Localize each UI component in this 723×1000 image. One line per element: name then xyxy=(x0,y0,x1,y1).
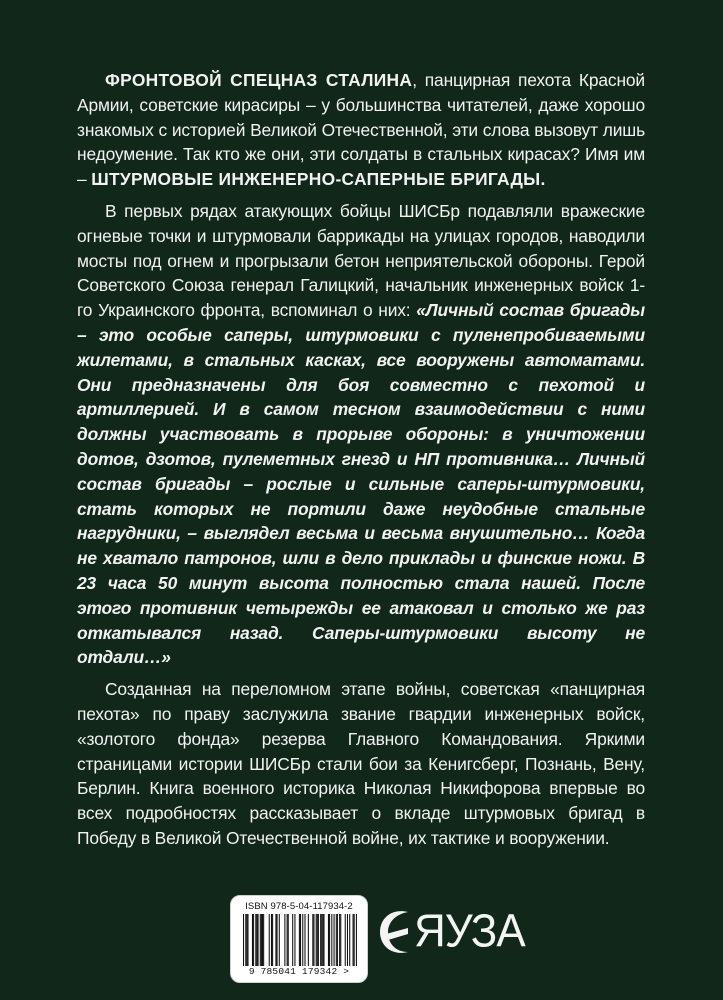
paragraph-three: Созданная на переломном этапе войны, советская «панцирная пехота» по праву заслужила звание гвардии инженерных войск, «золотого фонда» резерва Главного Командования. Яркими страницами истории ШИСБр стали бои за Кенигсберг, Познань, Вену, Берлин. Книга военного историка Николая Никифорова впервые во всех подробностях рассказывает о вкладе штурмовых бригад в Победу в Великой Отечественной войне, их тактике и вооружении. xyxy=(77,679,645,848)
paragraph-two xyxy=(77,199,645,670)
publisher-name: ЯУЗА xyxy=(414,905,525,958)
paragraph-two-text: В первых рядах атакующих бойцы ШИСБр подавляли вражеские огневые точки и штурмовали баррикады на улицах городов, наводили мосты под огнем и прогрызали бетон неприятельской обороны. Герой Советского Союза генерал Галицкий, начальник инженерных войск 1-го Украинского фронта, вспоминал о них: xyxy=(77,200,645,321)
isbn-text: ISBN 978-5-04-117934-2 xyxy=(245,901,353,912)
intro-answer: ШТУРМОВЫЕ ИНЖЕНЕРНО-САПЕРНЫЕ БРИГАДЫ. xyxy=(91,169,546,190)
publisher-logo-icon xyxy=(378,904,418,968)
galitsky-quote: «Личный состав бригады – это особые саперы, штурмовики с пуленепробиваемыми жилетами, в стальных касках, все вооружены автоматами. Они предназначены для боя совместно с пехотой и артиллерией. И в самом тесном взаимодействии с ними должны участвовать в прорыве обороны: в уничтожении дотов, дзотов, пулеметных гнезд и НП противника… Личный состав бригады – рослые и сильные саперы-штурмовики, стать которых не портили даже неудобные стальные нагрудники, – выглядел весьма и весьма внушительно… Когда не хватало патронов, шли в дело приклады и финские ножи. В 23 часа 50 минут высота полностью стала нашей. После этого противник четырежды ее атаковал и столько же раз откатывался назад. Саперы-штурмовики высоту не отдали…» xyxy=(77,300,645,668)
intro-text: , панцирная пехота Красной Армии, советские кирасиры – у большинства читателей, даже хорошо знакомых с историей Великой Отечественной, эти слова вызовут лишь недоумение. Так кто же они, эти солдаты в стальных кирасах? Имя им – xyxy=(77,70,645,190)
intro-paragraph xyxy=(77,68,645,192)
barcode-label xyxy=(230,895,368,983)
blurb-text xyxy=(77,68,645,851)
publisher-logo xyxy=(378,898,525,968)
intro-heading: ФРОНТОВОЙ СПЕЦНАЗ СТАЛИНА xyxy=(105,70,413,90)
barcode-digits: 9 785041 179342 > xyxy=(248,966,350,977)
barcode-icon xyxy=(243,914,357,966)
